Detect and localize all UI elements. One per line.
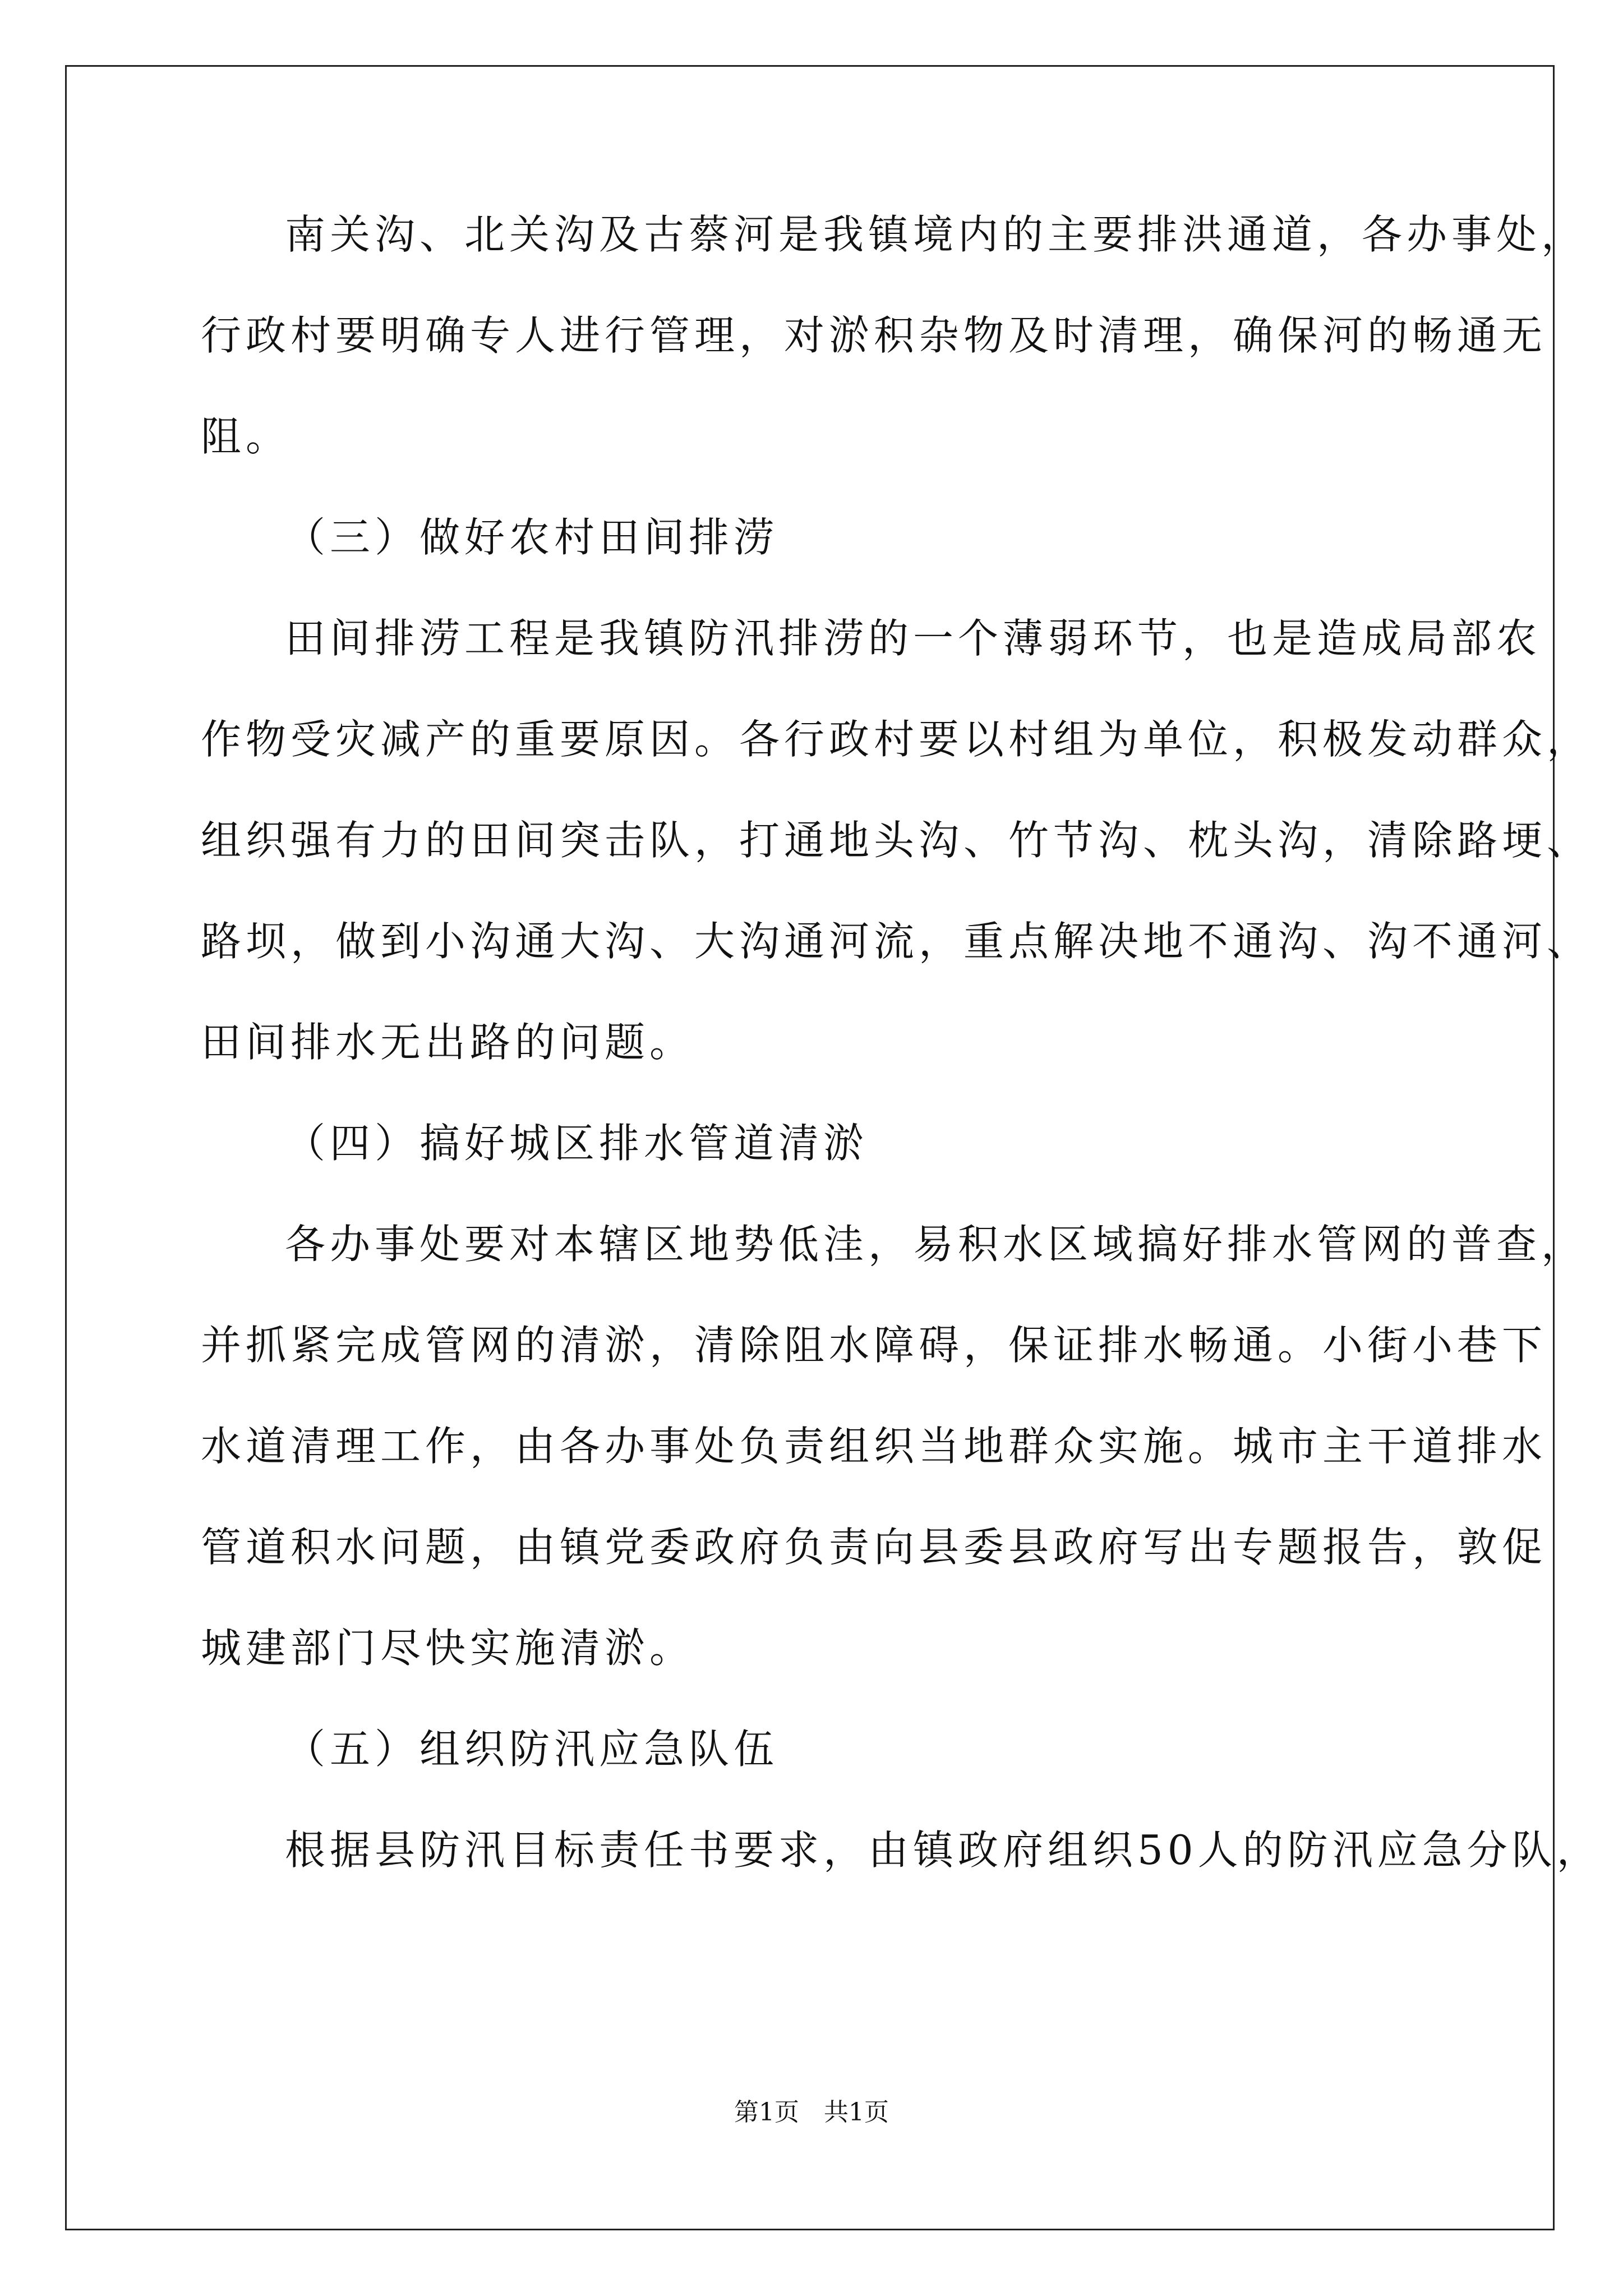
paragraph-line: 水道清理工作，由各办事处负责组织当地群众实施。城市主干道排水 [201,1423,1547,1470]
section-heading: （四）搞好城区排水管道清淤 [285,1120,869,1167]
paragraph-line: 管道积水问题，由镇党委政府负责向县委县政府写出专题报告，敦促 [201,1524,1547,1571]
paragraph-line: 城建部门尽快实施清淤。 [201,1625,695,1672]
paragraph-line: 组织强有力的田间突击队，打通地头沟、竹节沟、枕头沟，清除路埂、 [201,817,1592,864]
section-heading: （五）组织防汛应急队伍 [285,1726,779,1773]
paragraph-line: 南关沟、北关沟及古蔡河是我镇境内的主要排洪通道，各办事处， [285,211,1587,258]
paragraph-line: 作物受灾减产的重要原因。各行政村要以村组为单位，积极发动群众， [201,716,1592,763]
paragraph-line: 田间排水无出路的问题。 [201,1019,695,1066]
document-body [201,208,1602,1924]
paragraph-line: 根据县防汛目标责任书要求，由镇政府组织50人的防汛应急分队， [285,1826,1602,1874]
page-footer: 第1页 共1页 [734,2098,889,2127]
paragraph-line: 各办事处要对本辖区地势低洼，易积水区域搞好排水管网的普查， [285,1221,1587,1268]
paragraph-line: 田间排涝工程是我镇防汛排涝的一个薄弱环节，也是造成局部农 [285,615,1542,662]
paragraph-line: 并抓紧完成管网的清淤，清除阻水障碍，保证排水畅通。小街小巷下 [201,1322,1547,1369]
section-heading: （三）做好农村田间排涝 [285,514,779,561]
paragraph-line: 阻。 [201,413,291,460]
paragraph-line: 路坝，做到小沟通大沟、大沟通河流，重点解决地不通沟、沟不通河、 [201,918,1592,965]
paragraph-line: 行政村要明确专人进行管理，对淤积杂物及时清理，确保河的畅通无 [201,312,1547,359]
